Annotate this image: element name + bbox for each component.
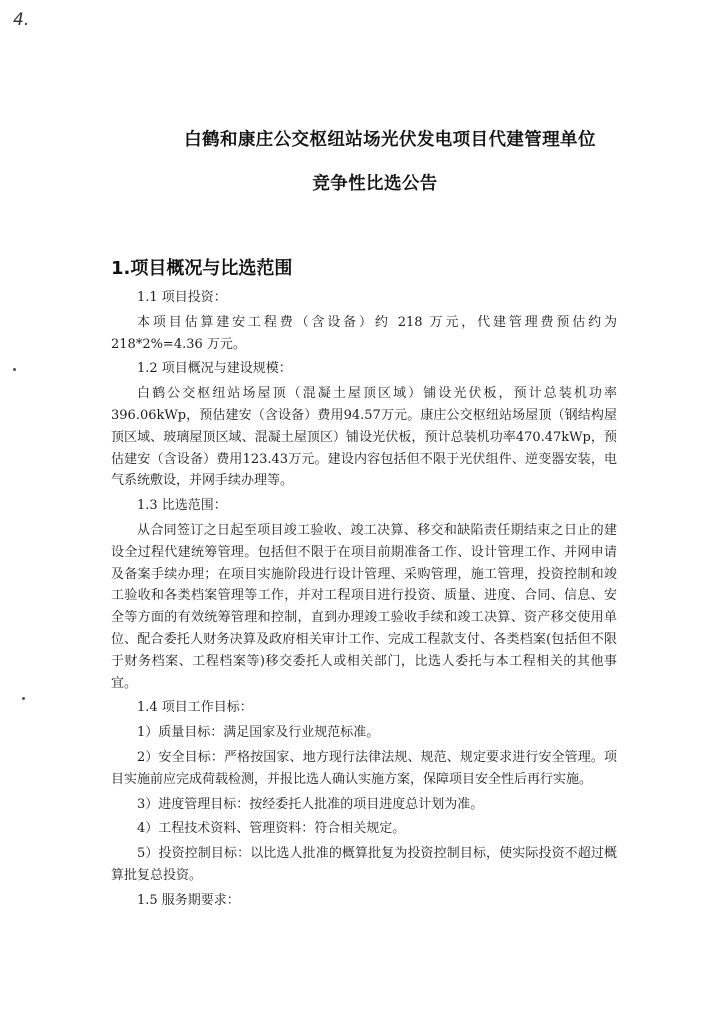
section-heading: 1.项目概况与比选范围 — [111, 258, 293, 279]
goal-item-4: 4）工程技术资料、管理资料：符合相关规定。 — [137, 821, 406, 837]
paragraph-1-2: 白鹤公交枢纽站场屋顶（混凝土屋顶区域）铺设光伏板，预计总装机功率396.06kWp，预估建安（含设备）费用94.57万元。康庄公交枢纽站场屋顶（钢结构屋顶区域、玻璃屋顶区域、混凝土屋顶区）铺设光伏板，预计总装机功率470.47kWp，预估建安（含设备）费用123.43万元。建设内容包括但不限于光伏组件、逆变器安装，电气系统敷设，并网手续办理等。 — [111, 386, 617, 489]
scan-speck — [13, 368, 16, 371]
paragraph-1-1: 本项目估算建安工程费（含设备）约 218 万元，代建管理费预估约为 218*2%=4.36 万元。 — [111, 314, 617, 352]
goal-item-3: 3）进度管理目标：按经委托人批准的项目进度总计划为准。 — [137, 796, 484, 812]
page-number: 4. — [13, 10, 30, 30]
title-line-1: 白鹤和康庄公交枢纽站场光伏发电项目代建管理单位 — [184, 130, 596, 150]
scan-speck — [22, 697, 25, 700]
document-title — [0, 126, 720, 195]
goal-item-1: 1）质量目标：满足国家及行业规范标准。 — [137, 725, 380, 741]
goal-item-2: 2）安全目标：严格按国家、地方现行法律法规、规范、规定要求进行安全管理。项目实施前应完成荷载检测，并报比选人确认实施方案，保障项目安全性后再行实施。 — [111, 749, 617, 787]
subsection-heading-1-3: 1.3 比选范围： — [137, 498, 227, 514]
title-line-2: 竞争性比选公告 — [312, 174, 438, 194]
document-body — [111, 287, 617, 912]
subsection-heading-1-5: 1.5 服务期要求： — [137, 892, 240, 908]
goal-item-5: 5）投资控制目标：以比选人批准的概算批复为投资控制目标，使实际投资不超过概算批复总投资。 — [111, 846, 617, 883]
paragraph-1-3: 从合同签订之日起至项目竣工验收、竣工决算、移交和缺陷责任期结束之日止的建设全过程代建统筹管理。包括但不限于在项目前期准备工作、设计管理工作、并网申请及备案手续办理；在项目实施阶段进行设计管理、采购管理，施工管理，投资控制和竣工验收和各类档案管理等工作，并对工程项目进行投资、质量、进度、合同、信息、安全等方面的有效统筹管理和控制，直到办理竣工验收手续和竣工决算、资产移交使用单位、配合委托人财务决算及政府相关审计工作、完成工程款支付、各类档案(包括但不限于财务档案、工程档案等)移交委托人或相关部门，比选人委托与本工程相关的其他事宜。 — [111, 522, 617, 691]
subsection-heading-1-2: 1.2 项目概况与建设规模： — [137, 361, 292, 377]
subsection-heading-1-1: 1.1 项目投资： — [137, 290, 227, 305]
subsection-heading-1-4: 1.4 项目工作目标： — [137, 700, 253, 716]
